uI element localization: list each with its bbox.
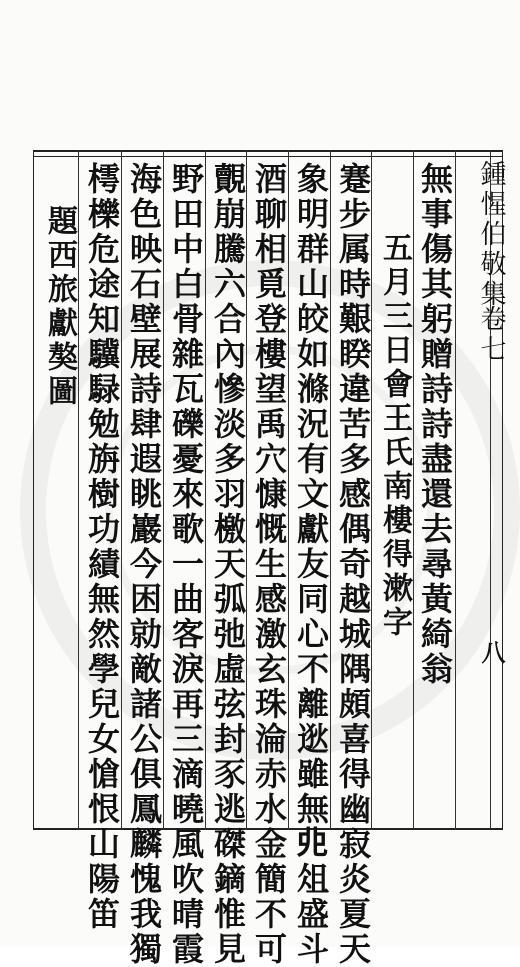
text-column-7: 野田中白骨雜瓦礫憂來歌一曲客淚再三滴曉風吹晴霞: [167, 162, 205, 967]
column-rule: [205, 150, 206, 830]
next-poem-title-column: 題西旅獻獒圖: [42, 205, 77, 409]
poem-title-column: 五月三日會王氏南樓得漱字: [377, 232, 412, 640]
text-column-5: 酒聊相覓登樓望禹穴慷慨生感激玄珠淪赤水金簡不可: [250, 162, 288, 967]
text-column-6: 覿崩騰六合內慘淡多羽檄天弧弛虛弦封豕逃磔鏑惟見: [209, 162, 247, 967]
column-rule: [413, 150, 414, 830]
page-number: 八: [477, 640, 506, 664]
text-column-8: 海色映石壁展詩肆遐眺巖今困勍敵諸公俱鳳麟愧我獨: [125, 162, 163, 967]
volume-label: 卷七: [476, 305, 506, 365]
column-rule: [288, 150, 289, 830]
text-column-1: 無事傷其躬贈詩詩盡還去尋黃綺翁: [416, 162, 454, 687]
column-rule: [455, 150, 456, 830]
frame-top-rule: [33, 156, 503, 157]
book-title-header: 鍾惺伯敬集: [476, 160, 506, 310]
column-rule: [121, 150, 122, 830]
text-column-4: 象明群山皎如滌況有文獻友同心不離逖雖無𠑹俎盛斗: [292, 162, 330, 967]
column-rule: [330, 150, 331, 830]
text-column-3: 蹇步属時艱睽違苦多感偶奇越城隅頗喜得幽寂炎夏天: [334, 162, 372, 967]
column-rule: [163, 150, 164, 830]
column-rule: [78, 150, 79, 830]
text-column-9: 樗櫟危途知驥騄勉旃樹功績無然學兒女愴恨山陽笛: [83, 162, 121, 932]
